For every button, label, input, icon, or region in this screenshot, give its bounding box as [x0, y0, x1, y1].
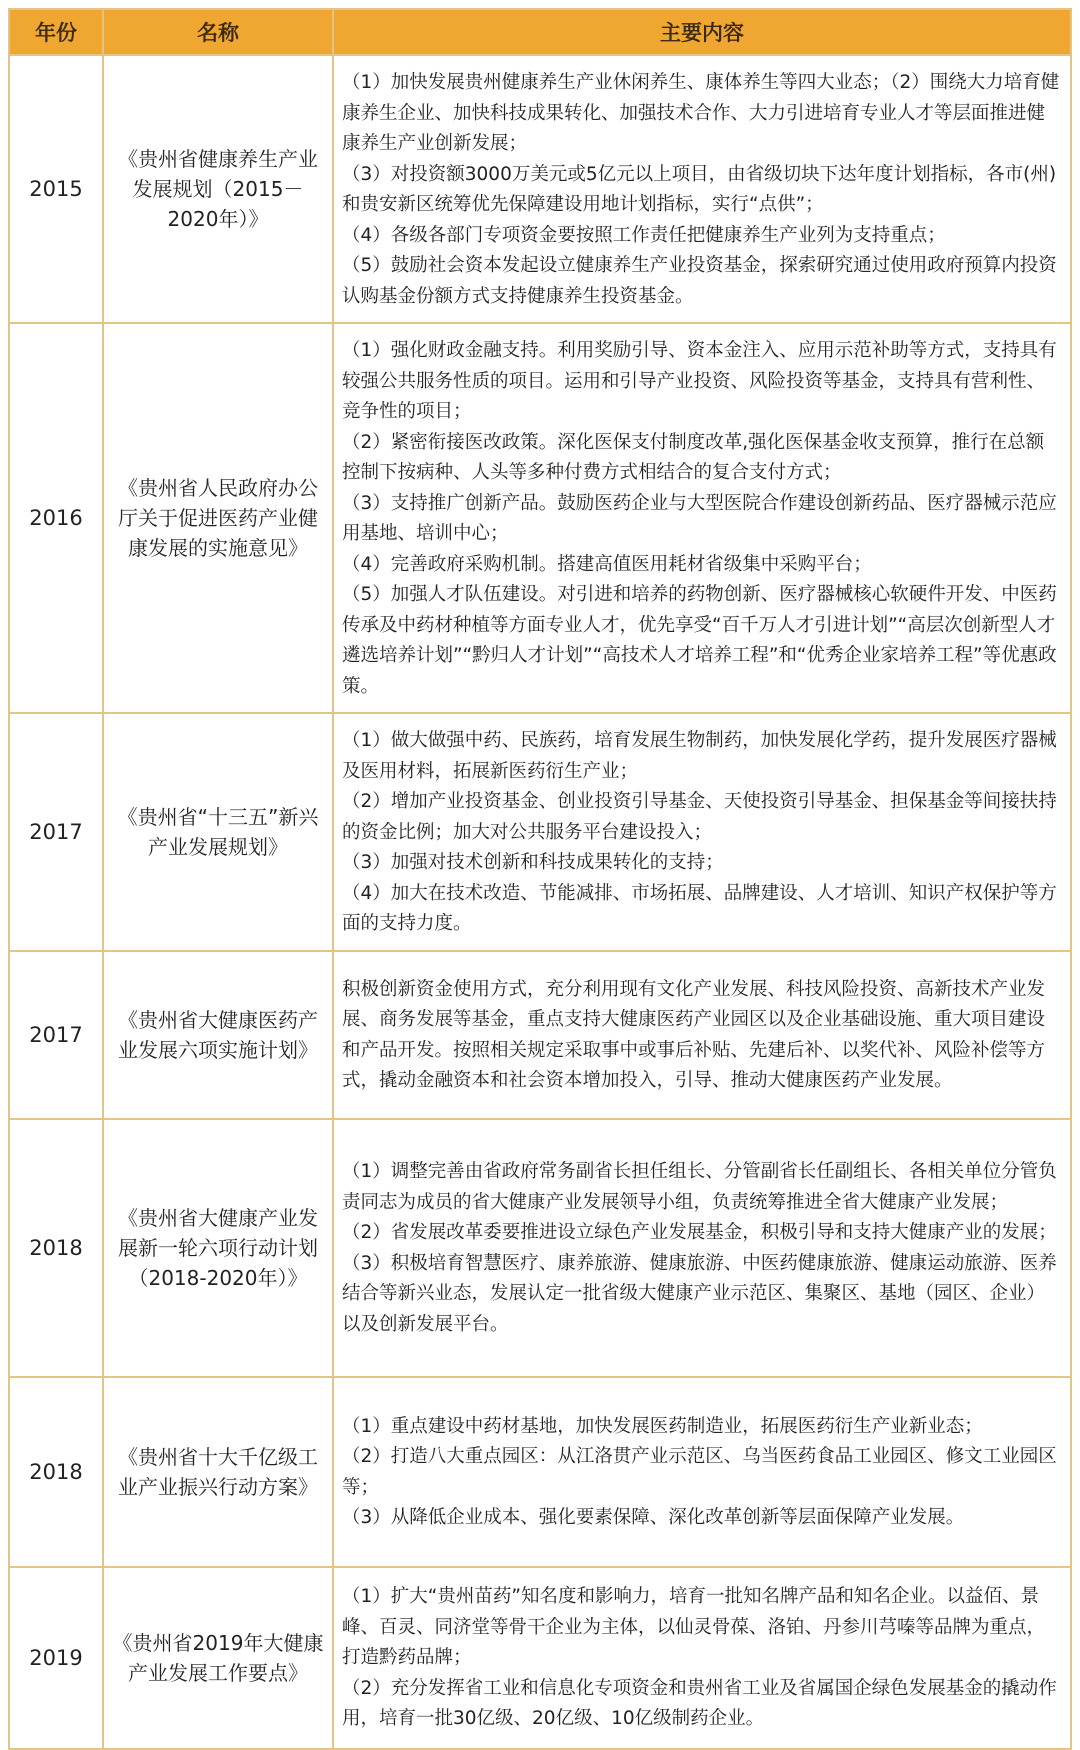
header-content: 主要内容 [333, 9, 1071, 55]
header-name: 名称 [103, 9, 333, 55]
table-row [9, 951, 1071, 1119]
cell-name: 《贵州省大健康产业发展新一轮六项行动计划（2018-2020年）》 [103, 1119, 333, 1377]
content-line: （3）支持推广创新产品。鼓励医药企业与大型医院合作建设创新药品、医疗器械示范应用基地、培训中心； [342, 492, 1057, 544]
cell-name: 《贵州省2019年大健康产业发展工作要点》 [103, 1567, 333, 1749]
content-line: （3）从降低企业成本、强化要素保障、深化改革创新等层面保障产业发展。 [342, 1507, 965, 1528]
content-line: （2）省发展改革委要推进设立绿色产业发展基金，积极引导和支持大健康产业的发展； [342, 1222, 1057, 1243]
cell-year: 2018 [9, 1377, 103, 1567]
table-row [9, 1119, 1071, 1377]
content-line: （1）调整完善由省政府常务副省长担任组长、分管副省长任副组长、各相关单位分管负责同志为成员的省大健康产业发展领导小组，负责统筹推进全省大健康产业发展； [342, 1161, 1057, 1213]
content-line: （2）充分发挥省工业和信息化专项资金和贵州省工业及省属国企绿色发展基金的撬动作用，培育一批30亿级、20亿级、10亿级制药企业。 [342, 1677, 1057, 1730]
table-body [9, 55, 1071, 1749]
content-line: （3）对投资额3000万美元或5亿元以上项目，由省级切块下达年度计划指标，各市(州)和贵安新区统筹优先保障建设用地计划指标，实行“点供”； [342, 163, 1057, 215]
content-line: （2）打造八大重点园区：从江洛贯产业示范区、乌当医药食品工业园区、修文工业园区等； [342, 1446, 1057, 1498]
content-line: （1）加快发展贵州健康养生产业休闲养生、康体养生等四大业态；（2）围绕大力培育健康养生企业、加快科技成果转化、加强技术合作、大力引进培育专业人才等层面推进健康养生产业创新发展； [342, 72, 1060, 154]
content-line: （1）重点建设中药材基地，加快发展医药制造业，拓展医药衍生产业新业态； [342, 1415, 983, 1437]
cell-name: 《贵州省人民政府办公厅关于促进医药产业健康发展的实施意见》 [103, 323, 333, 713]
cell-content [333, 951, 1071, 1119]
cell-content [333, 1119, 1071, 1377]
cell-content [333, 1567, 1071, 1749]
content-line: （3）加强对技术创新和科技成果转化的支持； [342, 852, 724, 873]
content-line: （2）紧密衔接医改政策。深化医保支付制度改革,强化医保基金收支预算，推行在总额控制下按病种、人头等多种付费方式相结合的复合支付方式； [342, 431, 1045, 483]
table-header-row [9, 9, 1071, 55]
table-row [9, 55, 1071, 323]
content-line: （5）加强人才队伍建设。对引进和培养的药物创新、医疗器械核心软硬件开发、中医药传承及中药材种植等方面专业人才，优先享受“百千万人才引进计划”“高层次创新型人才遴选培养计划”“黔归人才计划”“高技术人才培养工程”和“优秀企业家培养工程”等优惠政策。 [342, 584, 1057, 697]
content-line: （4）各级各部门专项资金要按照工作责任把健康养生产业列为支持重点； [342, 224, 946, 246]
content-line: （4）完善政府采购机制。搭建高值医用耗材省级集中采购平台； [342, 553, 872, 575]
content-line: （4）加大在技术改造、节能减排、市场拓展、品牌建设、人才培训、知识产权保护等方面的支持力度。 [342, 882, 1057, 934]
cell-year: 2019 [9, 1567, 103, 1749]
cell-name: 《贵州省“十三五”新兴产业发展规划》 [103, 713, 333, 951]
cell-year: 2018 [9, 1119, 103, 1377]
table-row [9, 1377, 1071, 1567]
table-row [9, 713, 1071, 951]
cell-content [333, 55, 1071, 323]
cell-content [333, 1377, 1071, 1567]
content-line: （1）扩大“贵州苗药”知名度和影响力，培育一批知名牌产品和知名企业。以益佰、景峰、百灵、同济堂等骨干企业为主体，以仙灵骨葆、洛铂、丹参川芎嗪等品牌为重点，打造黔药品牌； [342, 1586, 1046, 1669]
content-line: 积极创新资金使用方式，充分利用现有文化产业发展、科技风险投资、高新技术产业发展、商务发展等基金，重点支持大健康医药产业园区以及企业基础设施、重大项目建设和产品开发。按照相关规定采取事中或事后补贴、先建后补、以奖代补、风险补偿等方式，撬动金融资本和社会资本增加投入，引导、推动大健康医药产业发展。 [342, 978, 1046, 1091]
content-line: （2）增加产业投资基金、创业投资引导基金、天使投资引导基金、担保基金等间接扶持的资金比例；加大对公共服务平台建设投入； [342, 791, 1057, 843]
cell-name: 《贵州省健康养生产业发展规划（2015－2020年）》 [103, 55, 333, 323]
table-row [9, 1567, 1071, 1749]
table-row [9, 323, 1071, 713]
content-line: （5）鼓励社会资本发起设立健康养生产业投资基金，探索研究通过使用政府预算内投资认购基金份额方式支持健康养生投资基金。 [342, 255, 1057, 307]
policy-table [8, 8, 1072, 1750]
cell-content [333, 713, 1071, 951]
content-line: （1）做大做强中药、民族药，培育发展生物制药，加快发展化学药，提升发展医疗器械及医用材料，拓展新医药衍生产业； [342, 730, 1057, 782]
cell-name: 《贵州省十大千亿级工业产业振兴行动方案》 [103, 1377, 333, 1567]
cell-year: 2016 [9, 323, 103, 713]
content-line: （1）强化财政金融支持。利用奖励引导、资本金注入、应用示范补助等方式，支持具有较强公共服务性质的项目。运用和引导产业投资、风险投资等基金，支持具有营利性、竞争性的项目； [342, 340, 1057, 422]
content-line: （3）积极培育智慧医疗、康养旅游、健康旅游、中医药健康旅游、健康运动旅游、医养结合等新兴业态，发展认定一批省级大健康产业示范区、集聚区、基地（园区、企业）以及创新发展平台。 [342, 1252, 1057, 1335]
cell-year: 2017 [9, 713, 103, 951]
header-year: 年份 [9, 9, 103, 55]
cell-content [333, 323, 1071, 713]
cell-name: 《贵州省大健康医药产业发展六项实施计划》 [103, 951, 333, 1119]
cell-year: 2017 [9, 951, 103, 1119]
cell-year: 2015 [9, 55, 103, 323]
